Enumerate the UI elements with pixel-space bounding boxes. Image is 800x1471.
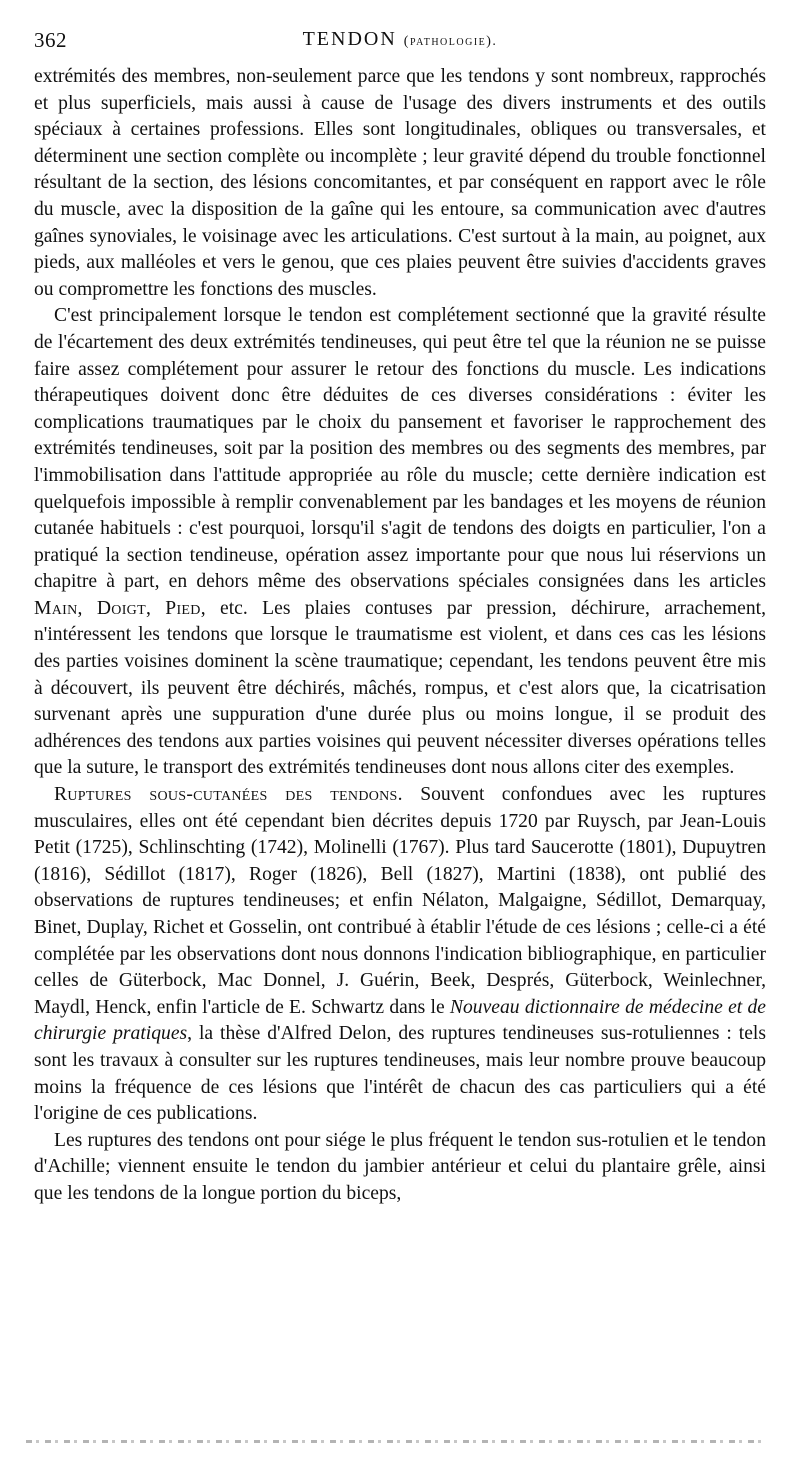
section-heading: Ruptures sous-cutanées des tendons. <box>54 784 403 806</box>
reference-main: Main <box>34 597 78 619</box>
reference-doigt: Doigt <box>96 597 146 619</box>
paragraph-2-text-b: , etc. Les plaies contuses par pression, déchirure, arrachement, n'intéressent les tendons que lorsque le traumatisme est violent, et dans ces cas les lésions des parties voisines dominent la scène traumatique; cependant, les tendons peuvent être mis à découvert, ils peuvent être déchirés, mâchés, rompus, et c'est alors que, la cicatrisation survenant après une suppuration d'une durée plus ou moins longue, il se produit des adhérences des tendons aux parties voisines qui peuvent nécessiter diverses opérations telles que la suture, le transport des extrémités tendineuses dont nous allons citer des exemples. <box>34 597 766 779</box>
body-text <box>34 64 766 1208</box>
page-number: 362 <box>34 28 67 52</box>
paragraph-1: extrémités des membres, non-seulement parce que les tendons y sont nombreux, rapprochés et plus superficiels, mais aussi à cause de l'usage des divers instruments et des outils spéciaux à certaines professions. Elles sont longitudinales, obliques ou transversales, et déterminent une section complète ou incomplète ; leur gravité dépend du trouble fonctionnel résultant de la section, des lésions concomitantes, et par conséquent en rapport avec le rôle du muscle, avec la disposition de la gaîne qui les entoure, sa communication avec d'autres gaînes synoviales, le voisinage avec les articulations. C'est surtout à la main, au poignet, aux pieds, aux malléoles et vers le genou, que ces plaies peuvent être suivies d'accidents graves ou compromettre les fonctions des muscles. <box>34 66 766 300</box>
footer-line <box>26 1440 766 1443</box>
separator: , <box>145 597 166 619</box>
running-title <box>34 28 766 51</box>
italic-title: Nouveau dictionnaire de médecine et de chirurgie pratiques <box>34 996 766 1045</box>
paragraph-4: Les ruptures des tendons ont pour siége le plus fréquent le tendon sus-rotulien et le tendon d'Achille; viennent ensuite le tendon du jambier antérieur et celui du plantaire grêle, ainsi que les tendons de la longue portion du biceps, <box>34 1129 766 1204</box>
paragraph-3-text-b: , la thèse d'Alfred Delon, des ruptures tendineuses sus-rotuliennes : tels sont les travaux à consulter sur les ruptures tendineuses, mais leur nombre prouve beaucoup moins la fréquence de ces lésions que l'intérêt de chacun des cas particuliers qui a été l'origine de ces publications. <box>34 1023 766 1125</box>
paragraph-2 <box>34 303 766 782</box>
running-header <box>34 28 766 56</box>
reference-pied: Pied <box>165 597 201 619</box>
title-subtitle: (pathologie). <box>403 34 498 49</box>
separator: , <box>77 597 97 619</box>
title-text: TENDON <box>302 28 397 50</box>
paragraph-3-text-a: Souvent confondues avec les ruptures musculaires, elles ont été cependant bien décrites depuis 1720 par Ruysch, par Jean-Louis Petit (1725), Schlinschting (1742), Molinelli (1767). Plus tard Saucerotte (1801), Dupuytren (1816), Sédillot (1817), Roger (1826), Bell (1827), Martini (1838), ont publié des observations de ruptures tendineuses; et enfin Nélaton, Malgaigne, Sédillot, Demarquay, Binet, Duplay, Richet et Gosselin, ont contribué à établir l'étude de ces lésions ; celle-ci a été complétée par les observations dont nous donnons l'indication bibliographique, en particulier celles de Güterbock, Mac Donnel, J. Guérin, Beek, Després, Güterbock, Weinlechner, Maydl, Henck, enfin l'article de E. Schwartz dans le <box>34 784 766 1018</box>
paragraph-3 <box>34 782 766 1128</box>
book-page <box>34 28 766 1448</box>
paragraph-2-text-a: C'est principalement lorsque le tendon est complétement sectionné que la gravité résulte de l'écartement des deux extrémités tendineuses, qui peut être tel que la réunion ne se puisse faire assez complétement pour assurer le retour des fonctions du muscle. Les indications thérapeutiques doivent donc être déduites de ces diverses considérations : éviter les complications traumatiques par le choix du pansement et favoriser le rapprochement des extrémités tendineuses, soit par la position des membres ou des segments des membres, par l'immobilisation dans l'attitude appropriée au rôle du muscle; cette dernière indication est quelquefois impossible à remplir convenablement par les bandages et les moyens de réunion cutanée habituels : c'est pourquoi, lorsqu'il s'agit de tendons des doigts en particulier, l'on a pratiqué la section tendineuse, opération assez importante pour que nous lui réservions un chapitre à part, en dehors même des observations spéciales consignées dans les articles <box>34 305 766 593</box>
